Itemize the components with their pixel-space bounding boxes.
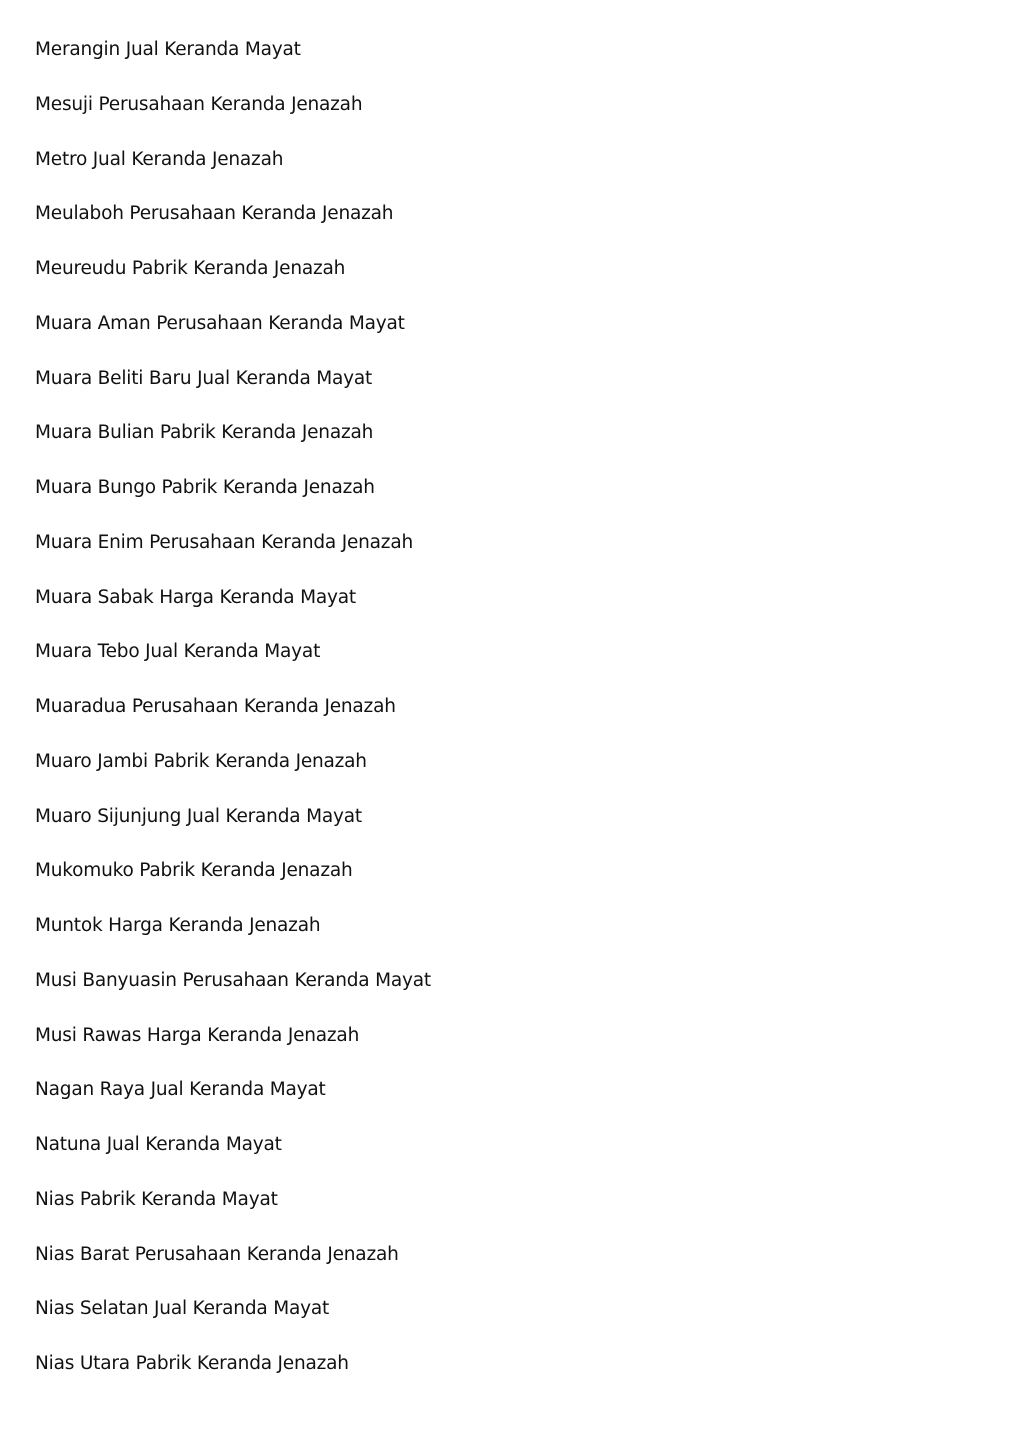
list-item: Mesuji Perusahaan Keranda Jenazah xyxy=(35,93,363,115)
list-item: Muara Bungo Pabrik Keranda Jenazah xyxy=(35,477,375,498)
list-item: Nias Selatan Jual Keranda Mayat xyxy=(35,1298,330,1320)
list-item: Muara Enim Perusahaan Keranda Jenazah xyxy=(35,531,413,553)
list-item: Nias Utara Pabrik Keranda Jenazah xyxy=(35,1353,349,1374)
list-item: Muara Sabak Harga Keranda Mayat xyxy=(35,586,356,608)
list-item: Muara Aman Perusahaan Keranda Mayat xyxy=(35,312,405,334)
list-item: Musi Rawas Harga Keranda Jenazah xyxy=(35,1024,360,1046)
list-item: Metro Jual Keranda Jenazah xyxy=(35,148,284,170)
list-item: Muara Beliti Baru Jual Keranda Mayat xyxy=(35,367,373,389)
list-item: Mukomuko Pabrik Keranda Jenazah xyxy=(35,860,353,882)
list-item: Musi Banyuasin Perusahaan Keranda Mayat xyxy=(35,969,431,991)
list-item: Muara Tebo Jual Keranda Mayat xyxy=(35,641,321,663)
list-item: Nias Barat Perusahaan Keranda Jenazah xyxy=(35,1243,399,1265)
list-item: Muaro Sijunjung Jual Keranda Mayat xyxy=(35,805,362,827)
list-item: Meulaboh Perusahaan Keranda Jenazah xyxy=(35,203,394,225)
list-item: Muaro Jambi Pabrik Keranda Jenazah xyxy=(35,750,367,772)
list-item: Muntok Harga Keranda Jenazah xyxy=(35,915,321,936)
list-item: Merangin Jual Keranda Mayat xyxy=(35,39,301,60)
list-item: Nagan Raya Jual Keranda Mayat xyxy=(35,1079,326,1101)
list-item: Nias Pabrik Keranda Mayat xyxy=(35,1188,278,1210)
list-item: Natuna Jual Keranda Mayat xyxy=(35,1134,282,1155)
list-item: Meureudu Pabrik Keranda Jenazah xyxy=(35,258,346,279)
list-item: Muaradua Perusahaan Keranda Jenazah xyxy=(35,696,396,717)
text-list xyxy=(35,36,431,1405)
list-item: Muara Bulian Pabrik Keranda Jenazah xyxy=(35,422,374,444)
